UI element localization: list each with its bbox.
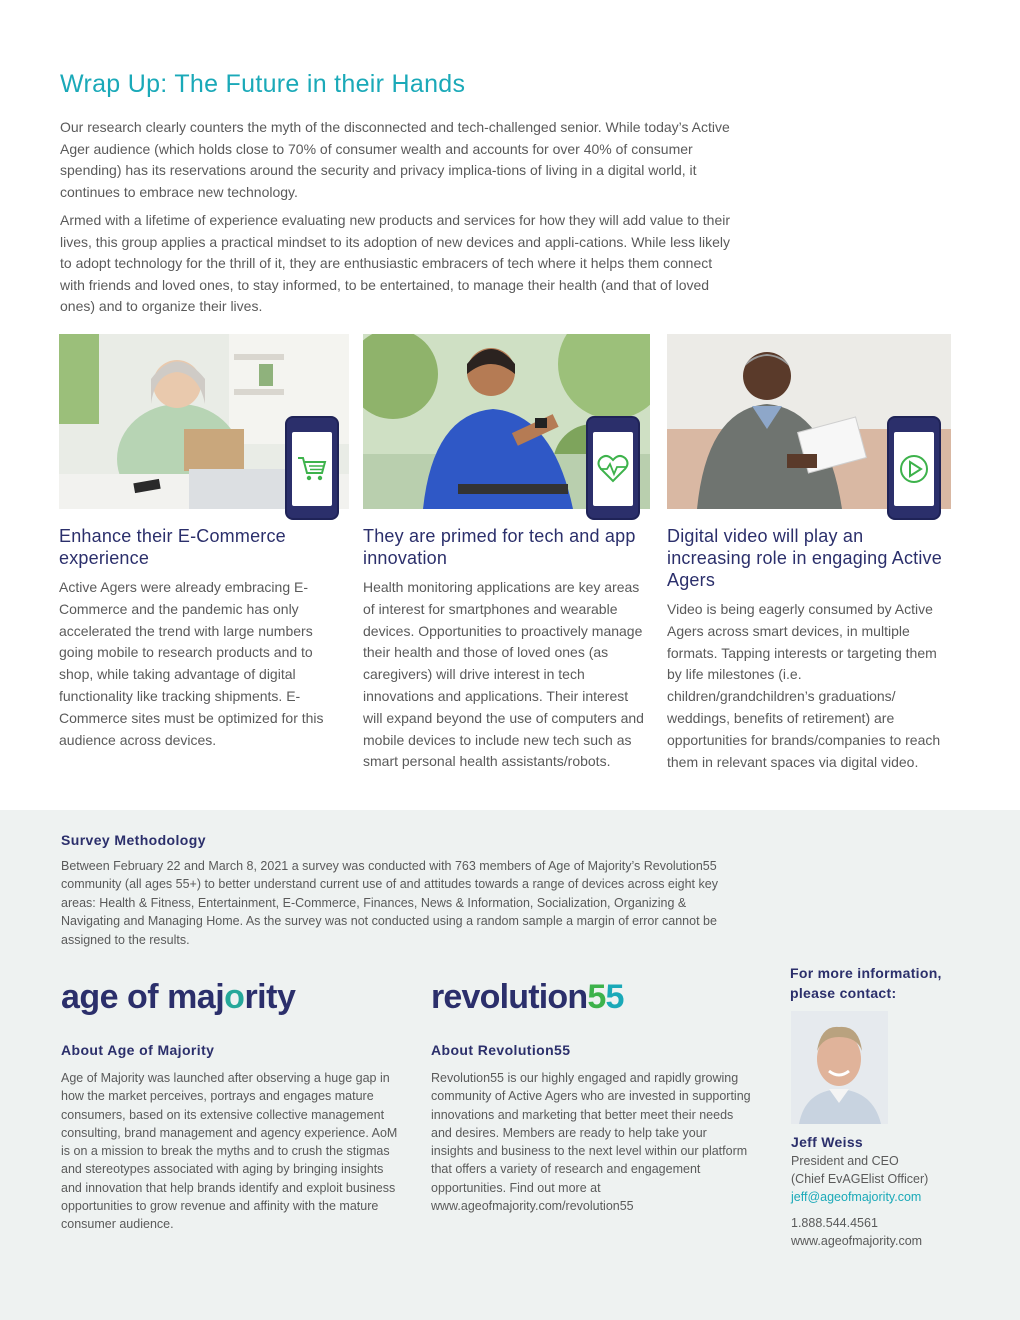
phone-frame xyxy=(887,416,941,520)
intro-paragraph-1: Our research clearly counters the myth of the disconnected and tech-challenged senior. While today’s Active Ager audience (which holds close to 70% of consumer wealth and accounts for over 40% of consumer spending) has its reservations around the security and privacy implica-tions of living in a digital world, it continues to embrace new technology. xyxy=(60,119,730,200)
card-heading: They are primed for tech and app innovation xyxy=(363,526,636,568)
card-body: Video is being eagerly consumed by Active Agers across smart devices, in multiple formats. Tapping interests or targeting them by life milestones (i.e. children/grandchildren’s graduations/ weddings, benefits of retirement) are opportunities for brands/companies to reach them in relevant spaces via digital video. xyxy=(667,601,941,770)
man-portrait-image xyxy=(791,1011,888,1124)
contact-heading: For more information, please contact: xyxy=(790,965,942,1001)
video-photo xyxy=(667,334,951,509)
card-heading: Enhance their E-Commerce experience xyxy=(59,526,286,568)
contact-email-link[interactable]: jeff@ageofmajority.com xyxy=(791,1190,922,1204)
about-r55-title: About Revolution55 xyxy=(431,1042,571,1058)
card-tech-innovation xyxy=(363,334,650,773)
shopping-cart-icon xyxy=(297,456,327,482)
tech-photo xyxy=(363,334,650,509)
phone-frame xyxy=(586,416,640,520)
card-body: Health monitoring applications are key areas of interest for smartphones and wearable devices. Opportunities to proactively manage their health and those of loved ones (as caregivers) will drive interest in tech innovations and applications. Their interest will expand beyond the use of computers and mobile devices to include new tech such as smart personal health assistants/robots. xyxy=(363,579,644,770)
logo-digit: 5 xyxy=(605,978,624,1016)
contact-role-subtitle: (Chief EvAGElist Officer) xyxy=(791,1172,929,1186)
card-ecommerce xyxy=(59,334,349,751)
contact-headshot xyxy=(791,1011,888,1124)
contact-phone: 1.888.544.4561 xyxy=(791,1216,878,1230)
logo-accent-letter: o xyxy=(224,978,245,1016)
about-r55-body: Revolution55 is our highly engaged and rapidly growing community of Active Agers who are invested in supporting innovations and marketing that better meet their needs and desires. Members are ready to help take your insights and business to the next level within our platform that offers a variety of research and engagement opportunities. Find out more at www.ageofmajority.com/revolution55 xyxy=(431,1071,751,1214)
contact-role: President and CEO xyxy=(791,1154,899,1168)
play-icon xyxy=(899,454,929,484)
logo-text: revolution xyxy=(431,978,588,1016)
contact-website[interactable]: www.ageofmajority.com xyxy=(791,1234,923,1248)
methodology-title: Survey Methodology xyxy=(61,832,206,848)
age-of-majority-logo xyxy=(61,978,295,1017)
about-aom-body: Age of Majority was launched after observing a huge gap in how the market perceives, portrays and engages mature consumers, based on its extensive collective management consulting, brand management and agency experience. AoM is on a mission to break the myths and to crush the stigmas and stereotypes associated with aging by bringing insights and innovation that help brands identify and exploit business opportunities to grow revenue and affinity with the mature consumer audience. xyxy=(61,1071,398,1232)
contact-name: Jeff Weiss xyxy=(791,1134,863,1150)
methodology-body: Between February 22 and March 8, 2021 a survey was conducted with 763 members of Age of Majority’s Revolution55 community (all ages 55+) to better understand current use of and attitudes towards a range of devices across eight key areas: Health & Fitness, Entertainment, E-Commerce, Finances, News & Information, Socialization, Organizing & Navigating and Managing Home. As the survey was not conducted using a random sample a margin of error cannot be assigned to the results. xyxy=(61,859,718,947)
card-digital-video xyxy=(667,334,951,773)
logo-text: age of maj xyxy=(61,978,225,1016)
logo-text: rity xyxy=(244,978,296,1016)
phone-frame xyxy=(285,416,339,520)
card-heading: Digital video will play an increasing role in engaging Active Agers xyxy=(667,526,942,590)
card-body: Active Agers were already embracing E-Commerce and the pandemic has only accelerated the trend with large numbers going mobile to research products and to shop, while taking advantage of digital functionality like tracking shipments. E-Commerce sites must be optimized for this audience across devices. xyxy=(59,579,324,748)
intro-paragraph-2: Armed with a lifetime of experience evaluating new products and services for how they will add value to their lives, this group applies a practical mindset to its adoption of new devices and appli-cations. While less likely to adopt technology for the thrill of it, they are enthusiastic embracers of tech where it helps them connect with friends and loved ones, to stay informed, to be entertained, to manage their health (and that of loved ones) and to organize their lives. xyxy=(60,212,731,314)
about-aom-title: About Age of Majority xyxy=(61,1042,215,1058)
revolution55-logo xyxy=(431,978,624,1017)
logo-digit: 5 xyxy=(587,978,606,1016)
heart-pulse-icon xyxy=(597,454,629,484)
ecommerce-photo xyxy=(59,334,349,509)
footer-section xyxy=(0,810,1020,1320)
page-title: Wrap Up: The Future in their Hands xyxy=(60,70,466,98)
